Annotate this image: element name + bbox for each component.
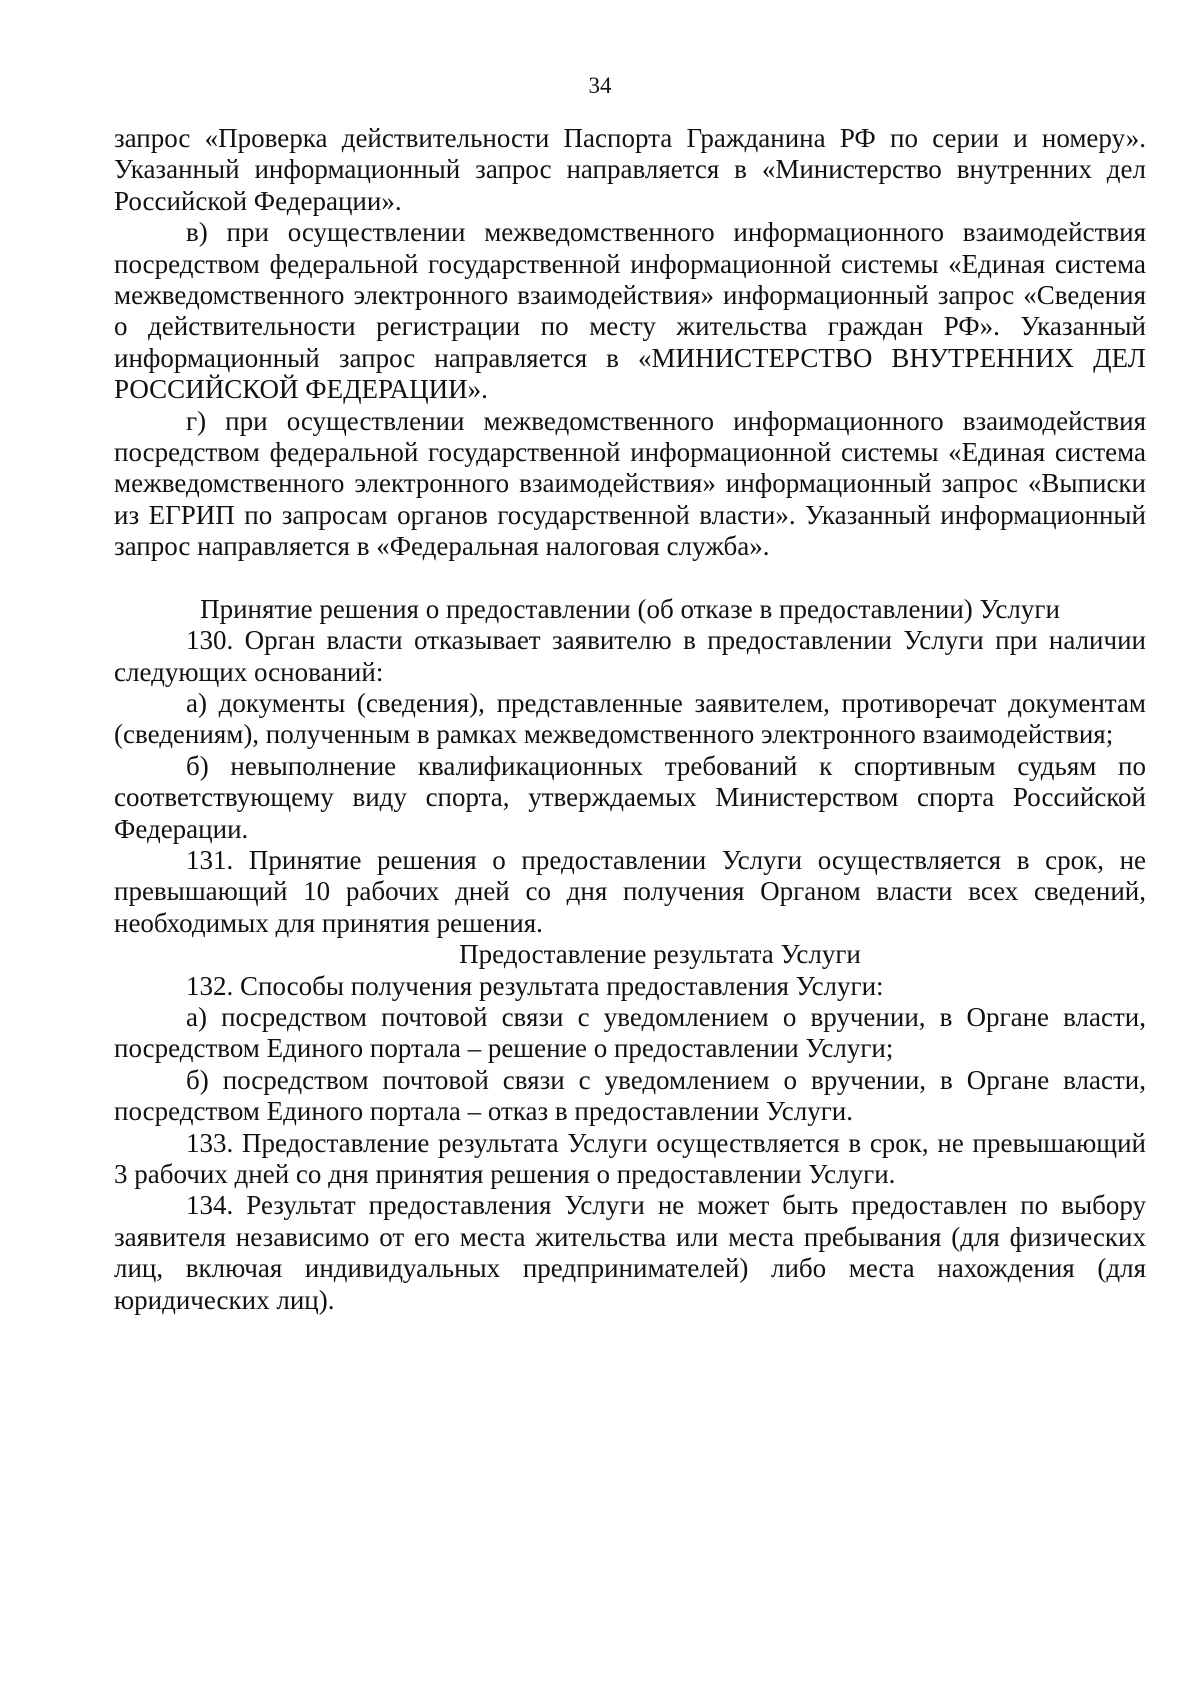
page-number: 34 bbox=[588, 73, 612, 98]
document-body bbox=[114, 123, 1146, 1316]
paragraph-item-g: г) при осуществлении межведомственного информационного взаимодействия посредством федеральной государственной информационной системы «Единая система межведомственного электронного взаимодействия» информационный запрос «Выписки из ЕГРИП по запросам органов государственной власти». Указанный информационный запрос направляется в «Федеральная налоговая служба». bbox=[114, 405, 1146, 562]
paragraph-passport-request: запрос «Проверка действительности Паспорта Гражданина РФ по серии и номеру». Указанный информационный запрос направляется в «Министерство внутренних дел Российской Федерации». bbox=[114, 123, 1146, 216]
paragraph-133: 133. Предоставление результата Услуги осуществляется в срок, не превышающий 3 рабочих дней со дня принятия решения о предоставлении Услуги. bbox=[114, 1127, 1146, 1189]
paragraph-132: 132. Способы получения результата предоставления Услуги: bbox=[186, 970, 884, 1001]
paragraph-131: 131. Принятие решения о предоставлении Услуги осуществляется в срок, не превышающий 10 рабочих дней со дня получения Органом власти всех сведений, необходимых для принятия решения. bbox=[114, 844, 1146, 938]
section-heading-decision: Принятие решения о предоставлении (об отказе в предоставлении) Услуги bbox=[200, 593, 1060, 624]
paragraph-130-b: б) невыполнение квалификационных требований к спортивным судьям по соответствующему виду спорта, утверждаемых Министерством спорта Российской Федерации. bbox=[114, 750, 1146, 844]
paragraph-item-v: в) при осуществлении межведомственного информационного взаимодействия посредством федеральной государственной информационной системы «Единая система межведомственного электронного взаимодействия» информационный запрос «Сведения о действительности регистрации по месту жительства граждан РФ». Указанный информационный запрос направляется в «МИНИСТЕРСТВО ВНУТРЕННИХ ДЕЛ РОССИЙСКОЙ ФЕДЕРАЦИИ». bbox=[114, 217, 1146, 405]
paragraph-130: 130. Орган власти отказывает заявителю в предоставлении Услуги при наличии следующих оснований: bbox=[114, 625, 1146, 687]
paragraph-134: 134. Результат предоставления Услуги не может быть предоставлен по выбору заявителя независимо от его места жительства или места пребывания (для физических лиц, включая индивидуальных предпринимателей) либо места нахождения (для юридических лиц). bbox=[114, 1190, 1146, 1315]
paragraph-132-b: б) посредством почтовой связи с уведомлением о вручении, в Органе власти, посредством Единого портала – отказ в предоставлении Услуги. bbox=[114, 1064, 1146, 1127]
paragraph-132-a: а) посредством почтовой связи с уведомлением о вручении, в Органе власти, посредством Единого портала – решение о предоставлении Услуги; bbox=[114, 1001, 1146, 1064]
section-heading-result: Предоставление результата Услуги bbox=[459, 939, 861, 970]
paragraph-130-a: а) документы (сведения), представленные заявителем, противоречат документам (сведениям), полученным в рамках межведомственного электронного взаимодействия; bbox=[114, 687, 1146, 750]
